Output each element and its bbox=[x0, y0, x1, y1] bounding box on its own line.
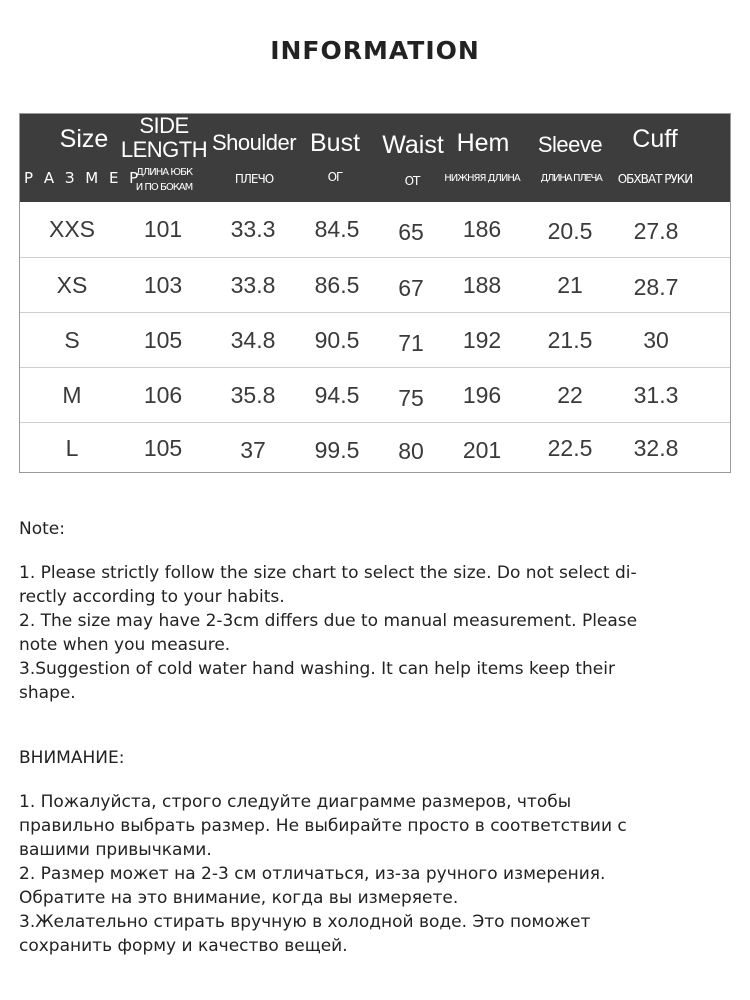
note-line: правильно выбрать размер. Не выбирайте просто в соответствии с bbox=[19, 816, 627, 836]
cell-bust: 99.5 bbox=[314, 437, 360, 463]
table-row bbox=[20, 367, 730, 422]
cell-shoulder: 35.8 bbox=[230, 382, 276, 408]
notes-russian bbox=[19, 746, 719, 958]
cell-bust: 86.5 bbox=[314, 272, 360, 298]
note-line: Обратите на это внимание, когда вы измеряете. bbox=[19, 888, 459, 908]
header-side-ru-line1: ДЛИНА ЮБК bbox=[135, 167, 193, 178]
table-row bbox=[20, 312, 730, 367]
cell-cuff: 30 bbox=[643, 327, 669, 353]
cell-bust: 94.5 bbox=[314, 382, 360, 408]
cell-cuff: 31.3 bbox=[633, 382, 679, 408]
note-line: rectly according to your habits. bbox=[19, 587, 285, 607]
header-size-ru: Р А З М Е Р bbox=[24, 169, 142, 187]
note-line: 2. Размер может на 2-3 см отличаться, из-за ручного измерения. bbox=[19, 864, 606, 884]
note-line: 1. Please strictly follow the size chart to select the size. Do not select di- bbox=[19, 563, 637, 583]
table-row bbox=[20, 202, 730, 257]
notes-english bbox=[19, 517, 719, 705]
cell-bust: 90.5 bbox=[314, 327, 360, 353]
header-shoulder-ru: ПЛЕЧО bbox=[234, 172, 274, 186]
cell-sleeve: 22 bbox=[557, 382, 583, 408]
cell-hem: 188 bbox=[462, 272, 502, 298]
cell-cuff: 32.8 bbox=[633, 435, 679, 461]
header-bust-ru: ОГ bbox=[327, 170, 343, 184]
note-line: 2. The size may have 2-3cm differs due to manual measurement. Please bbox=[19, 611, 638, 631]
cell-size: M bbox=[62, 382, 82, 408]
cell-side-length: 105 bbox=[143, 435, 183, 461]
header-waist-ru: ОТ bbox=[404, 174, 420, 188]
table-row bbox=[20, 257, 730, 312]
cell-shoulder: 33.3 bbox=[230, 216, 276, 242]
note-line: 3.Желательно стирать вручную в холодной воде. Это поможет bbox=[19, 912, 591, 932]
header-hem: Hem bbox=[456, 129, 510, 157]
header-waist: Waist bbox=[382, 131, 444, 159]
cell-hem: 186 bbox=[462, 216, 502, 242]
cell-cuff: 28.7 bbox=[633, 274, 679, 300]
cell-hem: 196 bbox=[462, 382, 502, 408]
cell-sleeve: 20.5 bbox=[547, 218, 593, 244]
cell-waist: 75 bbox=[398, 385, 424, 411]
cell-side-length: 105 bbox=[143, 327, 183, 353]
cell-waist: 71 bbox=[398, 330, 424, 356]
page-title: INFORMATION bbox=[270, 36, 480, 65]
header-side-line1: SIDE bbox=[139, 113, 189, 138]
cell-hem: 201 bbox=[462, 437, 502, 463]
cell-side-length: 106 bbox=[143, 382, 183, 408]
cell-size: XXS bbox=[48, 216, 96, 242]
size-chart-table bbox=[19, 113, 731, 473]
header-side-ru-line2: И ПО БОКАМ bbox=[135, 182, 193, 193]
cell-size: XS bbox=[56, 272, 88, 298]
header-cuff: Cuff bbox=[632, 125, 678, 153]
header-side-line2: LENGTH bbox=[120, 137, 208, 162]
note-line: note when you measure. bbox=[19, 635, 231, 655]
cell-side-length: 101 bbox=[143, 216, 183, 242]
cell-sleeve: 21 bbox=[557, 272, 583, 298]
note-line: 1. Пожалуйста, строго следуйте диаграмме размеров, чтобы bbox=[19, 792, 572, 812]
notes-heading: Note: bbox=[19, 519, 65, 539]
table-row bbox=[20, 422, 730, 472]
note-line: 3.Suggestion of cold water hand washing. It can help items keep their bbox=[19, 659, 615, 679]
cell-waist: 65 bbox=[398, 219, 424, 245]
cell-waist: 80 bbox=[398, 438, 424, 464]
cell-sleeve: 21.5 bbox=[547, 327, 593, 353]
table-header bbox=[20, 114, 730, 202]
cell-size: L bbox=[65, 435, 79, 461]
cell-size: S bbox=[64, 327, 80, 353]
header-sleeve-ru: ДЛИНА ПЛЕЧА bbox=[540, 173, 602, 184]
cell-hem: 192 bbox=[462, 327, 502, 353]
cell-waist: 67 bbox=[398, 275, 424, 301]
header-shoulder: Shoulder bbox=[211, 130, 297, 155]
header-cuff-ru: ОБХВАТ РУКИ bbox=[617, 172, 693, 186]
notes-heading: ВНИМАНИЕ: bbox=[19, 748, 125, 768]
header-hem-ru: НИЖНЯЯ ДЛИНА bbox=[444, 173, 520, 184]
cell-shoulder: 37 bbox=[240, 437, 266, 463]
header-sleeve: Sleeve bbox=[537, 132, 603, 157]
header-size: Size bbox=[59, 125, 109, 153]
note-line: вашими привычками. bbox=[19, 840, 212, 860]
note-line: shape. bbox=[19, 683, 76, 703]
cell-sleeve: 22.5 bbox=[547, 435, 593, 461]
header-bust: Bust bbox=[309, 129, 361, 157]
cell-shoulder: 33.8 bbox=[230, 272, 276, 298]
cell-side-length: 103 bbox=[143, 272, 183, 298]
note-line: сохранить форму и качество вещей. bbox=[19, 936, 348, 956]
cell-cuff: 27.8 bbox=[633, 218, 679, 244]
cell-shoulder: 34.8 bbox=[230, 327, 276, 353]
cell-bust: 84.5 bbox=[314, 216, 360, 242]
